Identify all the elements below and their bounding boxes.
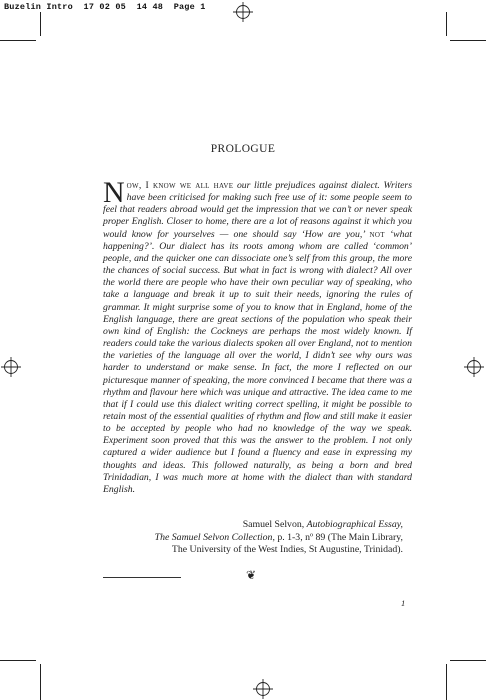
- crop-mark-top-left-v: [40, 12, 41, 36]
- footnote-rule: [103, 577, 181, 578]
- print-slug: [4, 2, 206, 12]
- paragraph-text-part-1: our little prejudices against dialect. Writers have been criticised for making such free use of it: some people seem to feel that readers abroad would get the impression that we can’t or never speak proper English. Closer to home, there are a lot of reasons against it which you would know for yourselves — one should say ‘How are you,’: [103, 180, 412, 240]
- registration-mark-bottom-icon: [253, 679, 273, 699]
- crop-mark-bottom-right-v: [446, 664, 447, 700]
- crop-mark-top-right-h: [450, 40, 486, 41]
- crop-mark-bottom-left-v: [40, 664, 41, 700]
- citation-collection: The Samuel Selvon Collection: [154, 531, 273, 543]
- registration-mark-top-icon: [233, 2, 253, 22]
- source-citation: [103, 519, 403, 557]
- paragraph-text-part-2: ‘what happening?’. Our dialect has its roots among whom are called ‘common’ people, and the quicker one can dissociate one’s self from this group, the more the chances of social success. But what in fact is wrong with dialect? All over the world there are people who have their own peculiar way of speaking, who take a language and break it up to suit their needs, ignoring the rules of grammar. It might surprise some of you to know that in England, home of the English language, there are great sections of the population who speak their own kind of English: the Cockneys are perhaps the most widely known. If readers could take the various dialects spoken all over England, not to mention the varieties of the language all over the world, I didn’t see why ours was harder to understand or make sense. In fact, the more I reflected on our picturesque manner of speaking, the more convinced I became that there was a rhythm and flavour here which was unique and attractive. The idea came to me that if I could use this dialect writing correct spelling, it might be possible to retain most of the essential qualities of rhythm and flow and still make it easier to be accepted by people who had no knowledge of the way we speak. Experiment soon proved that this was the answer to the problem. I not only captured a wider audience but I found a fluency and ease in expressing my thoughts and ideas. This followed naturally, as being a born and bred Trinidadian, I was much more at home with the dialect than with standard English.: [103, 228, 412, 495]
- crop-mark-bottom-left-h: [0, 660, 36, 661]
- citation-work-title: Autobiographical Essay,: [306, 519, 403, 530]
- citation-author: Samuel Selvon,: [242, 519, 307, 530]
- fleuron-ornament-icon: ❦: [246, 568, 257, 582]
- slug-time: 14 48: [136, 2, 164, 12]
- citation-details: , p. 1-3, nº 89 (The Main Library,: [272, 531, 403, 543]
- crop-mark-top-right-v: [446, 12, 447, 36]
- lead-in-small-caps: ow, I know we all have: [126, 180, 234, 191]
- citation-line-2: [103, 532, 403, 545]
- page-heading: PROLOGUE: [210, 143, 276, 155]
- page-number: 1: [401, 598, 406, 608]
- drop-cap: N: [103, 176, 125, 209]
- slug-page-label: Page 1: [173, 2, 206, 12]
- registration-mark-right-icon: [464, 357, 484, 377]
- slug-date: 17 02 05: [83, 2, 126, 12]
- prologue-paragraph: [103, 176, 412, 496]
- citation-line-1: [103, 519, 403, 532]
- crop-mark-top-left-h: [0, 40, 36, 41]
- slug-file: Buzelin Intro: [4, 2, 73, 12]
- crop-mark-bottom-right-h: [450, 660, 486, 661]
- citation-institution: The University of the West Indies, St Augustine, Trinidad).: [171, 544, 403, 556]
- emphasis-not: not: [369, 228, 385, 240]
- registration-mark-left-icon: [1, 357, 21, 377]
